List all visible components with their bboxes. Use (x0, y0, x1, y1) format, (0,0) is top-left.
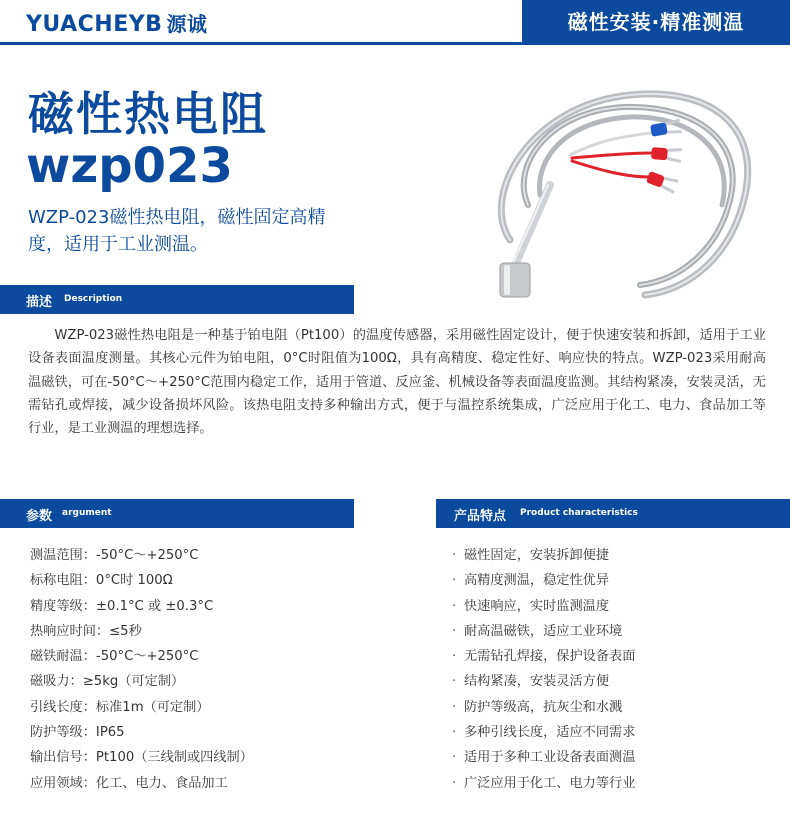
product-title: 磁性热电阻 (28, 87, 268, 141)
feature-item (452, 544, 635, 569)
param-item: 精度等级：±0.1°C 或 ±0.3°C (30, 598, 214, 614)
probe-tube (515, 185, 550, 265)
brand-name-en: YUACHEYB (26, 12, 163, 37)
parameters-title: 参数 (26, 509, 53, 524)
bullet: · (452, 725, 457, 741)
magnet-head-hl (504, 265, 510, 295)
feature-item (452, 721, 635, 746)
feature-item (452, 772, 635, 797)
bullet: · (452, 623, 457, 639)
slogan-banner: 磁性安装·精准测温 (522, 0, 790, 45)
feature-text: 耐高温磁铁，适应工业环境 (464, 623, 623, 639)
feature-text: 磁性固定，安装拆卸便捷 (464, 548, 610, 563)
param-item: 标称电阻：0°C时 100Ω (30, 573, 173, 589)
lead-wire-red-1 (572, 153, 652, 158)
bullet: · (452, 548, 457, 563)
lead-wire-white (570, 133, 650, 155)
bullet: · (452, 573, 457, 589)
terminal-red-1 (651, 147, 682, 162)
feature-item (452, 746, 635, 771)
features-header (436, 499, 790, 528)
feature-text: 高精度测温，稳定性优异 (464, 573, 610, 589)
probe-tube-hl (513, 185, 548, 263)
features-title-en: Product characteristics (520, 508, 638, 518)
param-item: 应用领域：化工、电力、食品加工 (30, 775, 228, 791)
param-item: 引线长度：标准1m（可定制） (30, 699, 210, 715)
brand-logo (26, 8, 207, 37)
param-item: 测温范围：-50°C～+250°C (30, 548, 199, 563)
feature-item (452, 670, 635, 695)
param-item: 磁铁耐温：-50°C～+250°C (30, 649, 199, 665)
feature-text: 快速响应，实时监测温度 (464, 598, 610, 614)
product-model: wzp023 (26, 138, 233, 194)
param-item: 磁吸力：≥5kg（可定制） (30, 674, 185, 690)
cable-coil-2 (524, 107, 733, 285)
feature-item (452, 696, 635, 721)
bullet: · (452, 598, 457, 614)
feature-text: 防护等级高，抗灰尘和水溅 (464, 699, 623, 715)
parameters-header (0, 499, 354, 528)
param-item: 输出信号：Pt100（三线制或四线制） (30, 750, 253, 766)
bullet: · (452, 775, 457, 791)
description-header (0, 285, 354, 314)
description-title-en: Description (64, 294, 123, 304)
feature-item (452, 595, 635, 620)
param-item: 热响应时间：≤5秒 (30, 623, 142, 639)
bullet: · (452, 699, 457, 715)
feature-text: 适用于多种工业设备表面测温 (464, 750, 636, 766)
feature-text: 多种引线长度，适应不同需求 (464, 725, 636, 741)
cable-coil-3 (540, 117, 725, 205)
feature-item (452, 645, 635, 670)
parameters-title-en: argument (62, 508, 112, 518)
description-text: WZP-023磁性热电阻是一种基于铂电阻（Pt100）的温度传感器，采用磁性固定设计，便于快速安装和拆卸，适用于工业设备表面温度测量。其核心元件为铂电阻，0°C时阻值为100Ω，具有高精度、稳定性好、响应快的特点。WZP-023采用耐高温磁铁，可在-50°C～+250°C范围内稳定工作，适用于管道、反应釜、机械设备等表面温度监测。其结构紧凑，安装灵活，无需钻孔或焊接，减少设备损坏风险。该热电阻支持多种输出方式，便于与温控系统集成，广泛应用于化工、电力、食品加工等行业，是工业测温的理想选择。 (28, 328, 766, 437)
sensor-product-image (440, 55, 770, 305)
param-item: 防护等级：IP65 (30, 725, 125, 741)
feature-text: 广泛应用于化工、电力等行业 (464, 775, 636, 791)
bullet: · (452, 649, 457, 665)
bullet: · (452, 750, 457, 766)
terminal-red-2 (646, 171, 678, 193)
parameters-list (30, 544, 253, 797)
bullet: · (452, 674, 457, 690)
description-title: 描述 (26, 295, 53, 310)
feature-item (452, 620, 635, 645)
feature-item (452, 569, 635, 594)
brand-name-cn: 源诚 (166, 12, 208, 36)
product-subtitle: WZP-023磁性热电阻，磁性固定高精度，适用于工业测温。 (28, 207, 326, 255)
features-list (452, 544, 635, 797)
feature-text: 无需钻孔焊接，保护设备表面 (464, 649, 636, 665)
features-title: 产品特点 (454, 509, 507, 524)
lead-wire-red-2 (572, 161, 650, 177)
feature-text: 结构紧凑，安装灵活方便 (464, 674, 610, 690)
